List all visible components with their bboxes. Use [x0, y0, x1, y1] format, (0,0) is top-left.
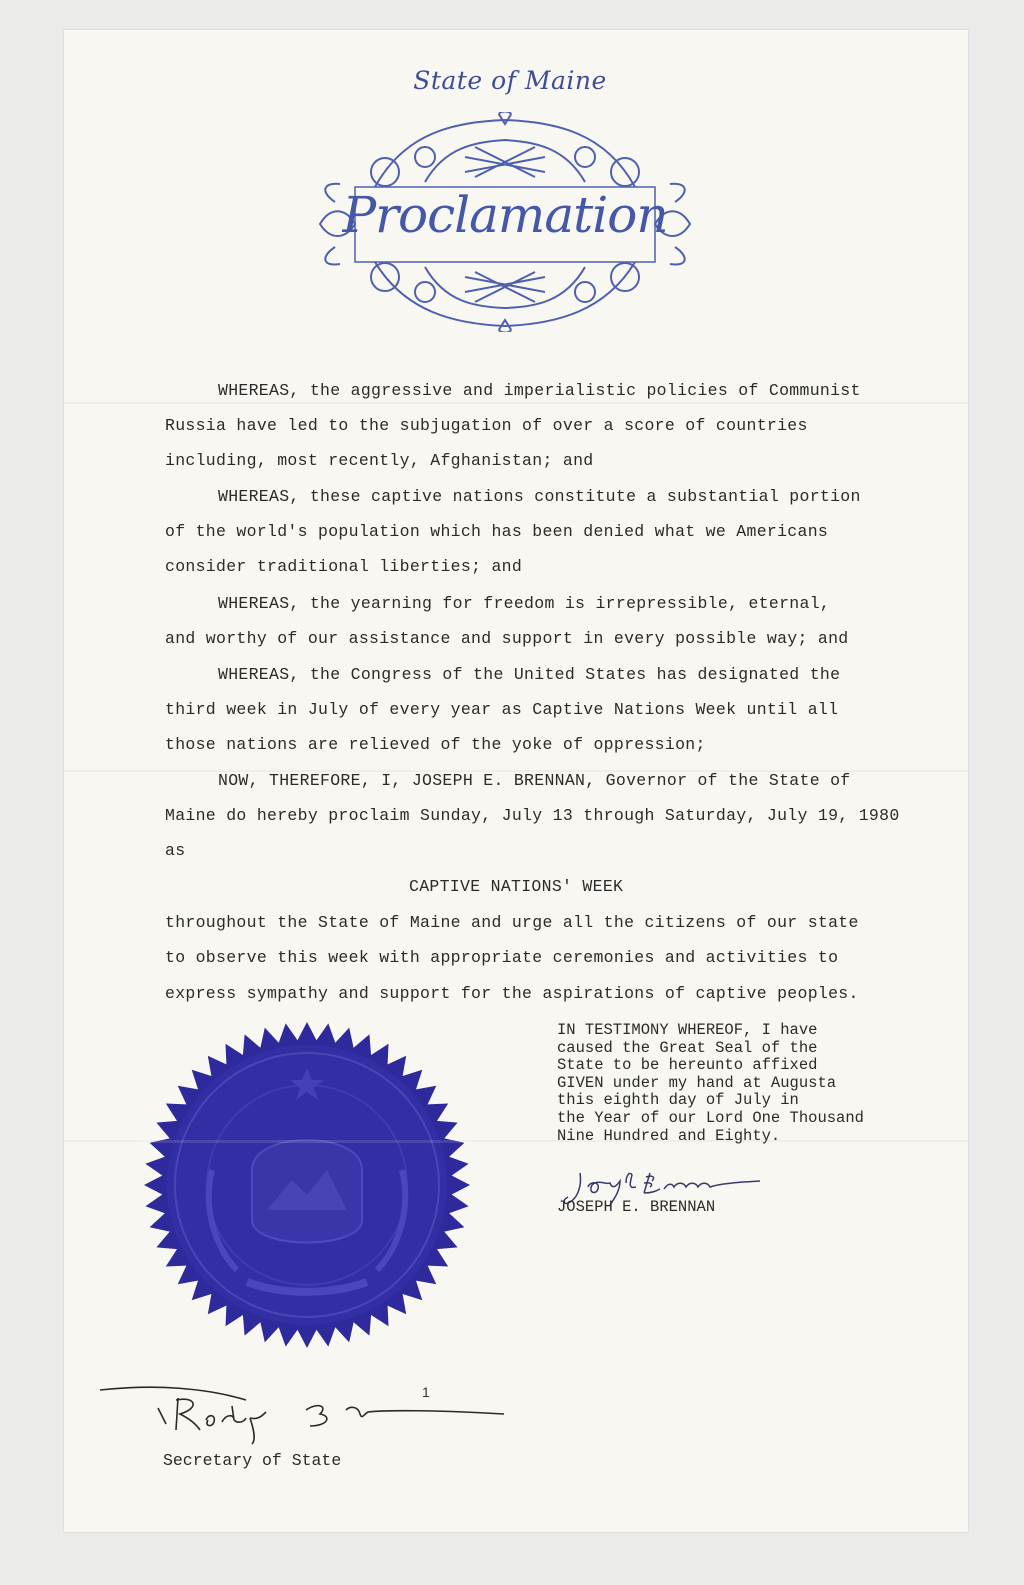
body-line: WHEREAS, the Congress of the United States has designated the [218, 665, 841, 684]
body-line: WHEREAS, the yearning for freedom is irrepressible, eternal, [218, 594, 831, 613]
secretary-of-state-label: Secretary of State [163, 1451, 342, 1470]
state-heading: State of Maine [413, 66, 607, 95]
great-seal-emblem [142, 1020, 472, 1350]
body-line: throughout the State of Maine and urge all the citizens of our state [165, 913, 859, 932]
body-line: and worthy of our assistance and support in every possible way; and [165, 629, 849, 648]
week-title: CAPTIVE NATIONS' WEEK [409, 877, 624, 896]
body-line: Maine do hereby proclaim Sunday, July 13 through Saturday, July 19, 1980 [165, 806, 900, 825]
testimony-block: IN TESTIMONY WHEREOF, I have caused the Great Seal of the State to be hereunto affixed GIVEN under my hand at Augusta this eighth day of July in the Year of our Lord One Thousand Nine Hundred and Eighty. [557, 1021, 864, 1145]
fold-line [64, 402, 968, 404]
governor-printed-name: JOSEPH E. BRENNAN [557, 1198, 716, 1216]
body-line: WHEREAS, these captive nations constitute a substantial portion [218, 487, 861, 506]
body-line: as [165, 841, 186, 860]
body-line: WHEREAS, the aggressive and imperialistic policies of Communist [218, 381, 861, 400]
body-line: express sympathy and support for the aspirations of captive peoples. [165, 984, 859, 1003]
page-mark: 1 [422, 1384, 430, 1400]
secretary-signature [96, 1380, 506, 1450]
body-line: those nations are relieved of the yoke of oppression; [165, 735, 706, 754]
body-line: including, most recently, Afghanistan; and [165, 451, 594, 470]
body-line: to observe this week with appropriate ceremonies and activities to [165, 948, 839, 967]
body-line: NOW, THEREFORE, I, JOSEPH E. BRENNAN, Governor of the State of [218, 771, 851, 790]
proclamation-title: Proclamation [342, 186, 668, 244]
body-line: Russia have led to the subjugation of over a score of countries [165, 416, 808, 435]
body-line: third week in July of every year as Captive Nations Week until all [165, 700, 839, 719]
body-line: consider traditional liberties; and [165, 557, 523, 576]
body-line: of the world's population which has been denied what we Americans [165, 522, 829, 541]
